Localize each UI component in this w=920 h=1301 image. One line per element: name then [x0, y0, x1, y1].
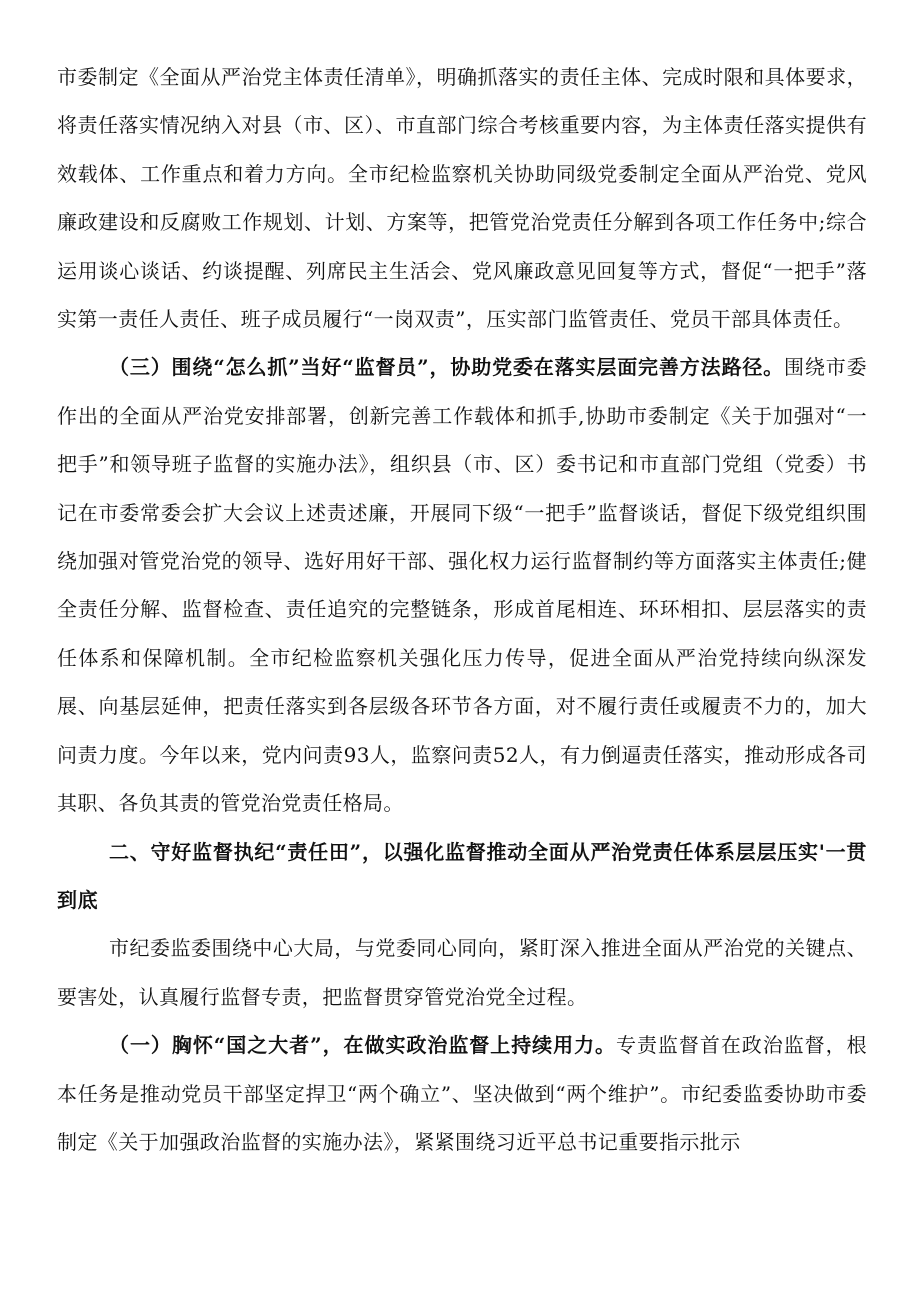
- paragraph-political-supervision: [57, 1021, 867, 1166]
- paragraph-supervision-method: [57, 343, 867, 827]
- paragraph-section-2-intro: 市纪委监委围绕中心大局，与党委同心同向，紧盯深入推进全面从严治党的关键点、要害处，认真履行监督专责，把监督贯穿管党治党全过程。: [57, 936, 867, 1009]
- subsection-heading-1: （一）胸怀“国之大者”，在做实政治监督上持续用力。: [109, 1033, 617, 1058]
- document-body: [57, 53, 867, 1166]
- subsection-heading-3: （三）围绕“怎么抓”当好“监督员”，协助党委在落实层面完善方法路径。: [109, 355, 785, 380]
- subsection-body-1: 专责监督首在政治监督，根本任务是推动党员干部坚定捍卫“两个确立”、坚决做到“两个维护”。市纪委监委协助市委制定《关于加强政治监督的实施办法》，紧紧围绕习近平总书记重要指示批示: [57, 1033, 867, 1154]
- subsection-body-3: 围绕市委作出的全面从严治党安排部署，创新完善工作载体和抓手,协助市委制定《关于加强对“一把手”和领导班子监督的实施办法》，组织县（市、区）委书记和市直部门党组（党委）书记在市委常委会扩大会议上述责述廉，开展同下级“一把手”监督谈话，督促下级党组织围绕加强对管党治党的领导、选好用好干部、强化权力运行监督制约等方面落实主体责任;健全责任分解、监督检查、责任追究的完整链条，形成首尾相连、环环相扣、层层落实的责任体系和保障机制。全市纪检监察机关强化压力传导，促进全面从严治党持续向纵深发展、向基层延伸，把责任落实到各层级各环节各方面，对不履行责任或履责不力的，加大问责力度。今年以来，党内问责93人，监察问责52人，有力倒逼责任落实，推动形成各司其职、各负其责的管党治党责任格局。: [57, 355, 867, 816]
- paragraph-responsibility-list: 市委制定《全面从严治党主体责任清单》，明确抓落实的责任主体、完成时限和具体要求，将责任落实情况纳入对县（市、区）、市直部门综合考核重要内容，为主体责任落实提供有效载体、工作重点和着力方向。全市纪检监察机关协助同级党委制定全面从严治党、党风廉政建设和反腐败工作规划、计划、方案等，把管党治党责任分解到各项工作任务中;综合运用谈心谈话、约谈提醒、列席民主生活会、党风廉政意见回复等方式，督促“一把手”落实第一责任人责任、班子成员履行“一岗双责”，压实部门监管责任、党员干部具体责任。: [57, 65, 867, 332]
- section-heading-2: 二、守好监督执纪“责任田”，以强化监督推动全面从严治党责任体系层层压实'一贯到底: [57, 839, 867, 912]
